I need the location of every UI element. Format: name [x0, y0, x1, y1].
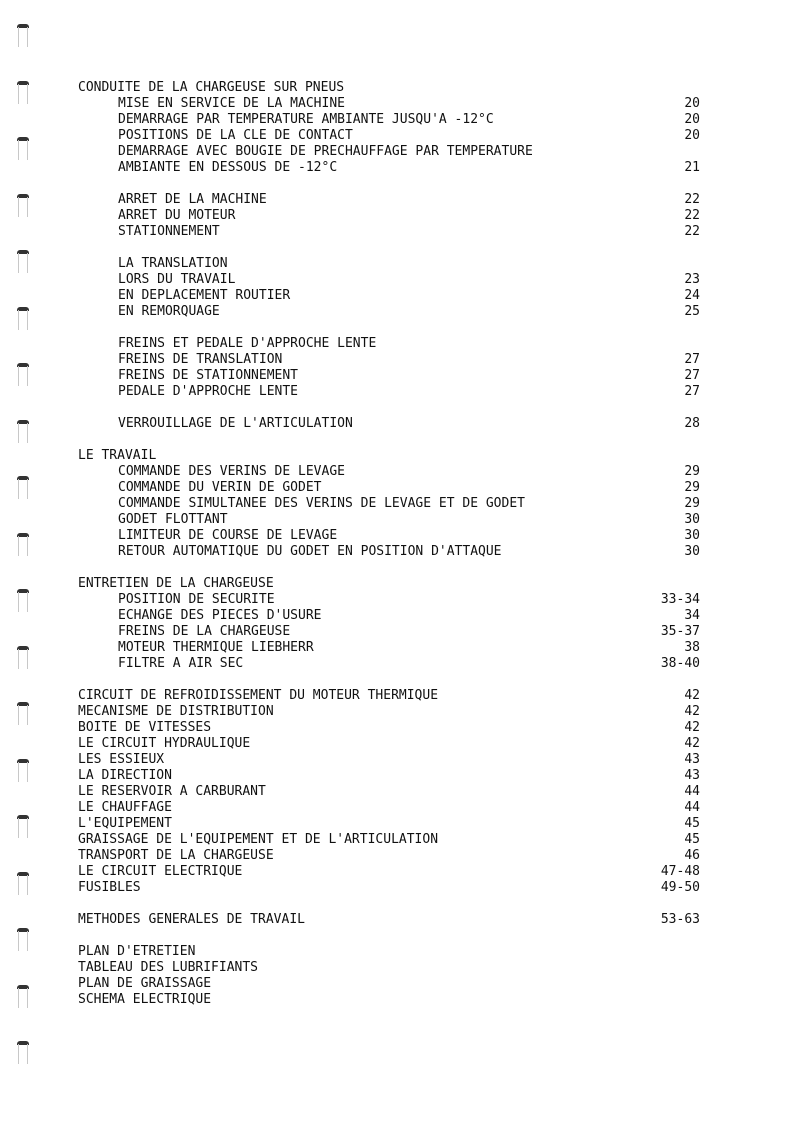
- toc-entry-page: 28: [684, 416, 700, 431]
- toc-entry: [78, 272, 700, 288]
- toc-entry-title: DEMARRAGE PAR TEMPERATURE AMBIANTE JUSQU'A -12°C: [118, 112, 494, 127]
- toc-entry-page: 29: [684, 496, 700, 511]
- toc-spacer: [78, 672, 700, 688]
- toc-entry-title: STATIONNEMENT: [118, 224, 220, 239]
- toc-entry-page: 42: [684, 736, 700, 751]
- toc-entry-title: LA DIRECTION: [78, 768, 172, 783]
- binding-hole: [16, 985, 30, 1007]
- toc-entry-title: TABLEAU DES LUBRIFIANTS: [78, 960, 259, 975]
- binding-hole: [16, 24, 30, 46]
- toc-entry-title: LE CHAUFFAGE: [78, 800, 172, 815]
- toc-entry-title: MOTEUR THERMIQUE LIEBHERR: [118, 640, 314, 655]
- toc-entry-page: 42: [684, 720, 700, 735]
- toc-entry: [78, 496, 700, 512]
- toc-entry-title: FREINS DE TRANSLATION: [118, 352, 283, 367]
- toc-entry-title: CIRCUIT DE REFROIDISSEMENT DU MOTEUR THERMIQUE: [78, 688, 439, 703]
- toc-spacer: [78, 176, 700, 192]
- toc-section: [78, 864, 700, 880]
- binding-hole: [16, 589, 30, 611]
- toc-entry-title: FILTRE A AIR SEC: [118, 656, 244, 671]
- binding-hole: [16, 476, 30, 498]
- toc-entry: [78, 288, 700, 304]
- toc-section: [78, 688, 700, 704]
- toc-entry-page: 30: [684, 528, 700, 543]
- toc-entry: [78, 192, 700, 208]
- toc-section: [78, 912, 700, 928]
- toc-entry-page: 27: [684, 384, 700, 399]
- toc-entry-page: 27: [684, 352, 700, 367]
- toc-entry: [78, 208, 700, 224]
- toc-entry-page: 33-34: [660, 592, 700, 607]
- toc-entry-page: 25: [684, 304, 700, 319]
- toc-entry: [78, 128, 700, 144]
- toc-entry-page: 22: [684, 224, 700, 239]
- binding-hole: [16, 250, 30, 272]
- toc-entry: [78, 480, 700, 496]
- toc-entry-title: L'EQUIPEMENT: [78, 816, 172, 831]
- toc-entry-title: LE CIRCUIT HYDRAULIQUE: [78, 736, 251, 751]
- toc-entry: [78, 416, 700, 432]
- toc-entry-page: 38: [684, 640, 700, 655]
- toc-entry-page: 42: [684, 688, 700, 703]
- toc-entry-page: 43: [684, 768, 700, 783]
- binding-hole: [16, 307, 30, 329]
- toc-section: [78, 704, 700, 720]
- toc-entry: [78, 592, 700, 608]
- binding-hole: [16, 194, 30, 216]
- toc-entry: [78, 512, 700, 528]
- binding-hole: [16, 928, 30, 950]
- toc-entry-title: POSITION DE SECURITE: [118, 592, 275, 607]
- binding-hole: [16, 872, 30, 894]
- toc-entry-page: 45: [684, 832, 700, 847]
- toc-entry-title: VERROUILLAGE DE L'ARTICULATION: [118, 416, 353, 431]
- toc-entry-title: DEMARRAGE AVEC BOUGIE DE PRECHAUFFAGE PAR TEMPERATURE: [118, 144, 533, 159]
- toc-entry: [78, 656, 700, 672]
- toc-section: [78, 800, 700, 816]
- toc-entry: [78, 160, 700, 176]
- toc-entry: [78, 608, 700, 624]
- toc-entry-title: METHODES GENERALES DE TRAVAIL: [78, 912, 305, 927]
- toc-section: [78, 848, 700, 864]
- toc-entry-title: LIMITEUR DE COURSE DE LEVAGE: [118, 528, 338, 543]
- toc-entry-title: LE TRAVAIL: [78, 448, 157, 463]
- toc-entry-title: GRAISSAGE DE L'EQUIPEMENT ET DE L'ARTICULATION: [78, 832, 439, 847]
- toc-entry-title: FREINS ET PEDALE D'APPROCHE LENTE: [118, 336, 377, 351]
- binding-hole: [16, 815, 30, 837]
- toc-entry: [78, 352, 700, 368]
- toc-section: [78, 880, 700, 896]
- toc-spacer: [78, 400, 700, 416]
- binding-hole: [16, 1041, 30, 1063]
- toc-entry-title: EN DEPLACEMENT ROUTIER: [118, 288, 291, 303]
- toc-entry-page: 46: [684, 848, 700, 863]
- toc-entry: [78, 624, 700, 640]
- toc-entry-title: EN REMORQUAGE: [118, 304, 220, 319]
- toc-section: [78, 992, 700, 1008]
- toc-entry: [78, 544, 700, 560]
- toc-entry-page: 34: [684, 608, 700, 623]
- toc-section: [78, 944, 700, 960]
- toc-entry-title: FUSIBLES: [78, 880, 141, 895]
- toc-entry-title: MISE EN SERVICE DE LA MACHINE: [118, 96, 345, 111]
- toc-entry-title: LE CIRCUIT ELECTRIQUE: [78, 864, 243, 879]
- table-of-contents: [78, 80, 700, 1008]
- toc-entry-page: 29: [684, 480, 700, 495]
- toc-entry: [78, 464, 700, 480]
- toc-entry-page: 30: [684, 512, 700, 527]
- toc-entry-page: 49-50: [660, 880, 700, 895]
- toc-entry-page: 44: [684, 800, 700, 815]
- binding-hole: [16, 420, 30, 442]
- toc-section: [78, 976, 700, 992]
- toc-spacer: [78, 896, 700, 912]
- toc-entry-title: PLAN DE GRAISSAGE: [78, 976, 212, 991]
- toc-section: [78, 448, 700, 464]
- toc-entry-title: GODET FLOTTANT: [118, 512, 228, 527]
- toc-entry-title: POSITIONS DE LA CLE DE CONTACT: [118, 128, 353, 143]
- toc-section: [78, 768, 700, 784]
- toc-entry-page: 53-63: [660, 912, 700, 927]
- toc-entry-page: 45: [684, 816, 700, 831]
- toc-entry-page: 24: [684, 288, 700, 303]
- toc-entry-title: TRANSPORT DE LA CHARGEUSE: [78, 848, 274, 863]
- toc-entry-title: SCHEMA ELECTRIQUE: [78, 992, 212, 1007]
- toc-section: [78, 576, 700, 592]
- binding-hole: [16, 646, 30, 668]
- toc-section: [78, 736, 700, 752]
- toc-spacer: [78, 320, 700, 336]
- toc-entry-title: AMBIANTE EN DESSOUS DE -12°C: [118, 160, 338, 175]
- toc-entry: [78, 112, 700, 128]
- toc-entry-title: COMMANDE DES VERINS DE LEVAGE: [118, 464, 345, 479]
- binding-hole: [16, 533, 30, 555]
- toc-entry-title: RETOUR AUTOMATIQUE DU GODET EN POSITION D'ATTAQUE: [118, 544, 502, 559]
- toc-entry-page: 23: [684, 272, 700, 287]
- toc-section: [78, 720, 700, 736]
- toc-entry-page: 47-48: [660, 864, 700, 879]
- toc-entry-title: ENTRETIEN DE LA CHARGEUSE: [78, 576, 274, 591]
- toc-spacer: [78, 240, 700, 256]
- toc-entry-title: ARRET DE LA MACHINE: [118, 192, 267, 207]
- toc-entry: [78, 144, 700, 160]
- toc-entry: [78, 304, 700, 320]
- toc-entry-title: COMMANDE DU VERIN DE GODET: [118, 480, 322, 495]
- toc-entry-page: 20: [684, 128, 700, 143]
- toc-entry-title: FREINS DE STATIONNEMENT: [118, 368, 299, 383]
- toc-section: [78, 752, 700, 768]
- toc-entry: [78, 96, 700, 112]
- toc-section: [78, 80, 700, 96]
- toc-entry-title: ECHANGE DES PIECES D'USURE: [118, 608, 322, 623]
- toc-entry-title: ARRET DU MOTEUR: [118, 208, 236, 223]
- toc-section: [78, 832, 700, 848]
- toc-entry: [78, 384, 700, 400]
- toc-entry-page: 42: [684, 704, 700, 719]
- toc-section: [78, 816, 700, 832]
- toc-entry-page: 20: [684, 112, 700, 127]
- toc-entry-title: BOITE DE VITESSES: [78, 720, 212, 735]
- toc-entry-title: COMMANDE SIMULTANEE DES VERINS DE LEVAGE ET DE GODET: [118, 496, 525, 511]
- binding-hole: [16, 363, 30, 385]
- toc-entry-page: 21: [684, 160, 700, 175]
- toc-entry-title: FREINS DE LA CHARGEUSE: [118, 624, 291, 639]
- toc-entry: [78, 224, 700, 240]
- toc-entry-page: 44: [684, 784, 700, 799]
- binding-hole: [16, 759, 30, 781]
- toc-entry-page: 43: [684, 752, 700, 767]
- toc-entry-page: 22: [684, 208, 700, 223]
- toc-spacer: [78, 432, 700, 448]
- binding-hole: [16, 81, 30, 103]
- toc-section: [78, 784, 700, 800]
- toc-entry: [78, 528, 700, 544]
- spiral-binding: [16, 24, 36, 1104]
- toc-entry-title: LE RESERVOIR A CARBURANT: [78, 784, 266, 799]
- toc-entry-title: PEDALE D'APPROCHE LENTE: [118, 384, 299, 399]
- toc-entry-page: 35-37: [660, 624, 700, 639]
- toc-section: [78, 960, 700, 976]
- toc-spacer: [78, 560, 700, 576]
- toc-entry-title: PLAN D'ETRETIEN: [78, 944, 196, 959]
- toc-entry-title: LORS DU TRAVAIL: [118, 272, 236, 287]
- binding-hole: [16, 137, 30, 159]
- toc-entry: [78, 256, 700, 272]
- toc-entry-page: 30: [684, 544, 700, 559]
- toc-entry: [78, 336, 700, 352]
- toc-entry-page: 20: [684, 96, 700, 111]
- toc-entry-page: 29: [684, 464, 700, 479]
- toc-entry-page: 22: [684, 192, 700, 207]
- toc-entry: [78, 368, 700, 384]
- toc-entry-page: 38-40: [660, 656, 700, 671]
- binding-hole: [16, 702, 30, 724]
- toc-entry-title: MECANISME DE DISTRIBUTION: [78, 704, 274, 719]
- toc-entry-title: LA TRANSLATION: [118, 256, 228, 271]
- toc-spacer: [78, 928, 700, 944]
- toc-entry: [78, 640, 700, 656]
- toc-entry-title: LES ESSIEUX: [78, 752, 165, 767]
- toc-entry-page: 27: [684, 368, 700, 383]
- toc-entry-title: CONDUITE DE LA CHARGEUSE SUR PNEUS: [78, 80, 345, 95]
